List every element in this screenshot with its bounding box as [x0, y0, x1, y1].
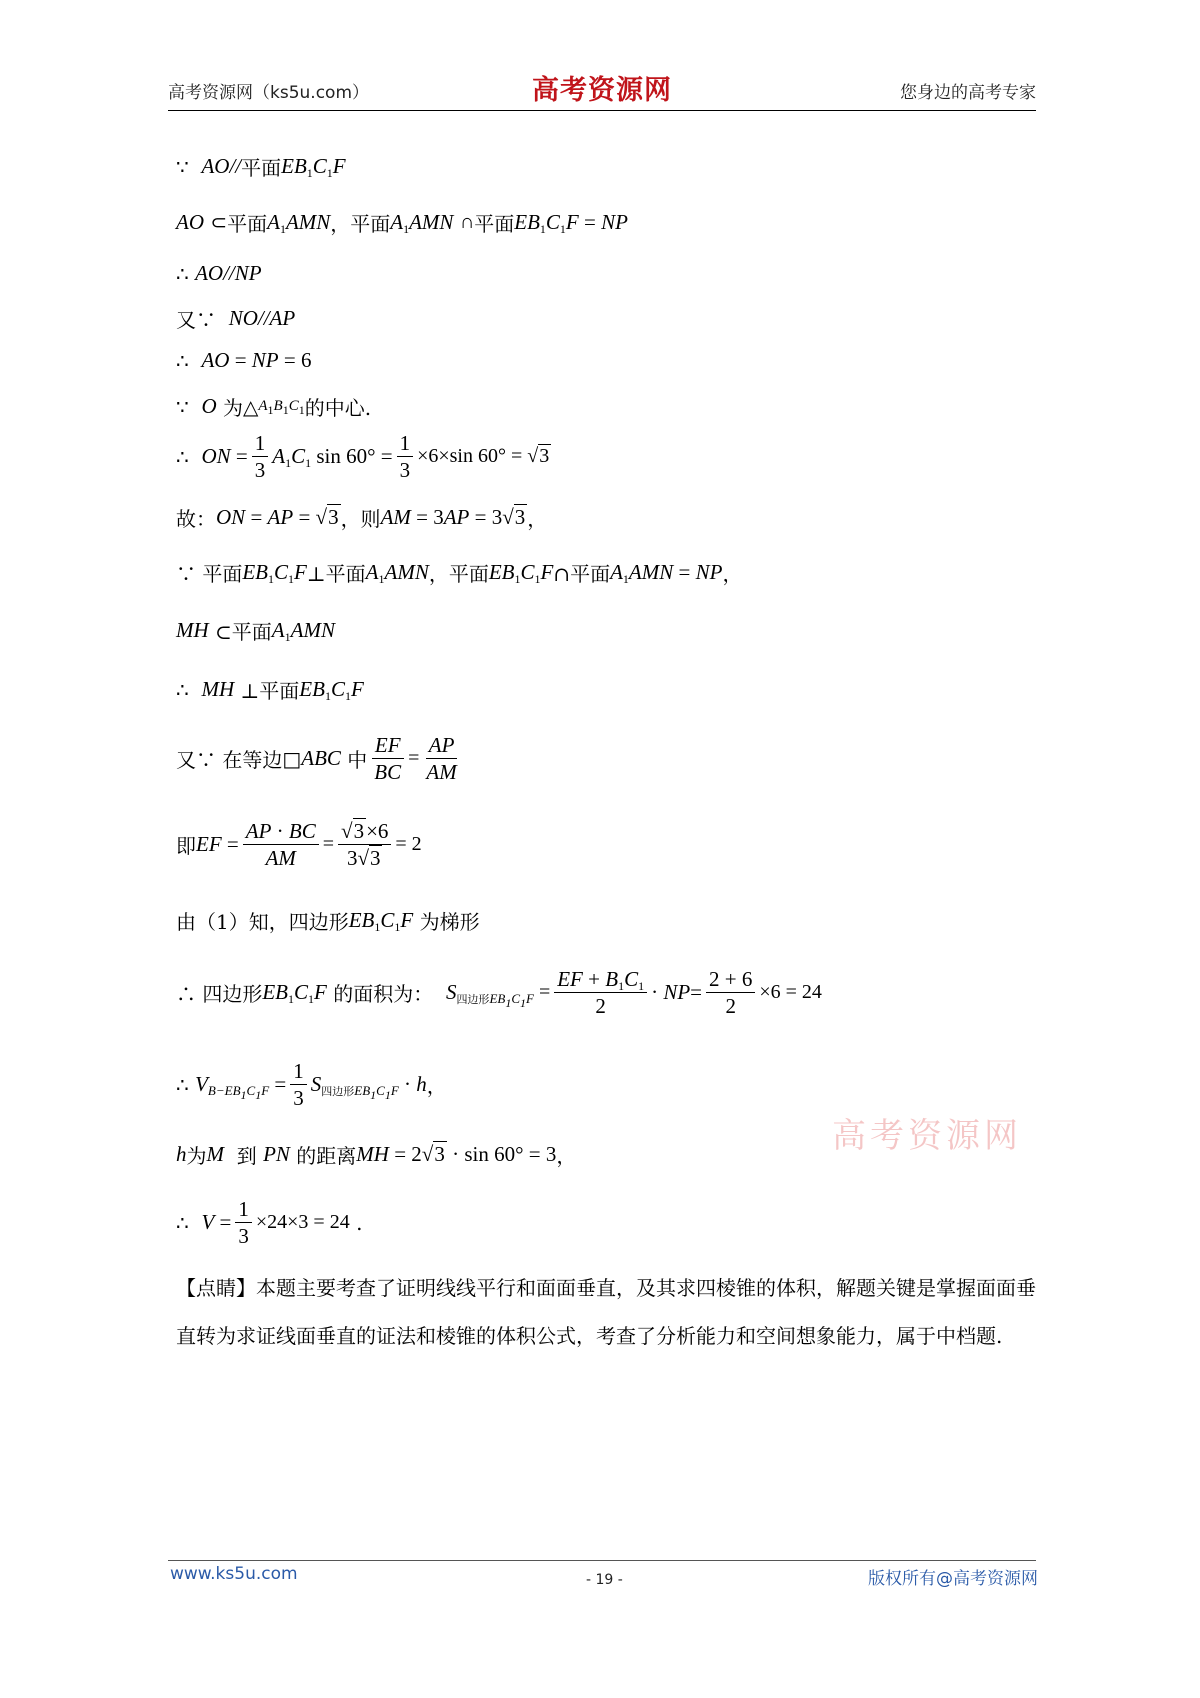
text-plane: 平面 — [350, 212, 391, 236]
header-left-text: 高考资源网（ks5u.com） — [168, 83, 370, 103]
math-expr: ×6×sin 60° = √3 — [417, 445, 550, 467]
period: . — [356, 1210, 363, 1235]
text-distance: 的距离 — [296, 1144, 357, 1168]
text-zhong: 中 — [347, 748, 368, 772]
comma: ， — [428, 562, 449, 586]
comma: ， — [426, 1074, 447, 1098]
comma: ， — [722, 562, 743, 586]
math-expr: $A_1AMN$ — [271, 618, 335, 644]
math-expr: $EB_1C_1F$ = NP — [514, 210, 628, 236]
text-cap-plane: ∩平面 — [553, 562, 611, 586]
comment-paragraph: 【点睛】本题主要考查了证明线线平行和面面垂直，及其求四棱锥的体积，解题关键是掌握面面垂直转为求证线面垂直的证法和棱锥的体积公式，考查了分析能力和空间想象能力，属于中档题. — [176, 1276, 1036, 1348]
math-expr: $S_{四边形EB_1C_1F}$ — [445, 980, 534, 1010]
text-wei: 为 — [222, 396, 243, 420]
footer-copyright: 版权所有@高考资源网 — [868, 1569, 1038, 1589]
therefore-symbol: ∴ — [176, 348, 189, 373]
text-area-is: 的面积为： — [333, 982, 434, 1006]
comma: ， — [330, 212, 351, 236]
math-expr: AO = NP = 6 — [201, 348, 312, 372]
math-expr: $A_1AMN$ = NP — [610, 560, 723, 586]
math-expr: NO//AP — [228, 306, 296, 330]
text-plane: 平面 — [241, 156, 282, 180]
footer-divider — [168, 1560, 1036, 1561]
math-expr: O — [201, 394, 217, 418]
fraction: $\frac{EF + B_1C_1}{2}$ — [554, 966, 647, 1019]
comma: ， — [556, 1144, 577, 1168]
math-expr: · NP= — [651, 980, 703, 1004]
because-symbol: ∵ — [176, 154, 189, 179]
proof-line-15: ∴ 四边形 $EB_1C_1F$ 的面积为： $S_{四边形EB_1C_1F}$ = $\frac{EF + B_1C_1}{2}$ · NP= $\frac{2 + 6}{2}$ ×6 = 24 — [176, 967, 822, 1018]
proof-line-9 — [176, 558, 742, 587]
therefore-symbol: ∴ — [176, 444, 189, 469]
math-expr: AO// — [201, 154, 242, 178]
math-expr: MH — [176, 618, 209, 642]
proof-line-4 — [176, 304, 295, 333]
proof-line-13: 即 EF = $\frac{AP \cdot BC}{AM}$ = $\frac{√3\times 6}{3√3}$ = 2 — [176, 819, 422, 870]
fraction: $\frac{1}{3}$ — [252, 430, 269, 483]
therefore-symbol: ∴ — [176, 261, 189, 286]
because-symbol: ∵ — [176, 394, 189, 419]
fraction: $\frac{AP}{AM}$ — [426, 733, 457, 784]
math-expr: $EB_1C_1F$ — [488, 560, 554, 586]
text-because-plane: ∵ 平面 — [176, 562, 243, 586]
proof-line-3 — [176, 261, 262, 286]
proof-line-2: AO ⊂ 平面 $A_1AMN$ ， 平面 $A_1AMN$ ∩ 平面 $EB_1C_1F$ = NP — [176, 210, 628, 236]
missing-glyph-box: □ — [282, 746, 302, 771]
text-plane: 平面 — [448, 562, 489, 586]
math-expr: $EB_1C_1F$ — [281, 154, 346, 180]
text-wei: 为 — [186, 1144, 207, 1168]
fraction: $\frac{2 + 6}{2}$ — [706, 966, 755, 1019]
math-expr: V = — [201, 1210, 232, 1234]
text-perp-plane: ⊥平面 — [240, 679, 300, 703]
text-equilateral: 又∵ 在等边 — [176, 748, 283, 772]
header-divider — [168, 110, 1036, 111]
text-perp-plane: ⊥平面 — [306, 562, 366, 586]
math-expr: M — [206, 1142, 224, 1166]
text-trapezoid: 为梯形 — [419, 910, 480, 934]
math-expr: ON = — [201, 444, 248, 468]
proof-line-12: 又∵ 在等边 □ ABC 中 $\frac{EF}{BC}$ = $\frac{AP}{AM}$ — [176, 732, 464, 785]
proof-line-1 — [176, 152, 346, 181]
fraction: $\frac{1}{3}$ — [397, 430, 414, 483]
math-expr: $EB_1C_1F$ — [262, 980, 327, 1006]
therefore-symbol: ∴ — [176, 1210, 189, 1235]
page-number: - 19 - — [586, 1572, 623, 1588]
proof-line-11 — [176, 675, 364, 704]
text-ji: 即 — [176, 834, 196, 858]
text-therefore: 故： — [176, 507, 216, 531]
proof-line-5 — [176, 348, 311, 373]
fraction: $\frac{1}{3}$ — [290, 1058, 307, 1111]
therefore-symbol: ∴ — [176, 677, 189, 702]
subscript-text: 四边形 — [456, 993, 490, 1006]
proof-line-14 — [176, 906, 480, 935]
text-to: 到 — [236, 1144, 257, 1168]
math-expr: $A_1AMN$ — [390, 210, 454, 236]
text-plane: 平面 — [227, 212, 268, 236]
math-expr: $A_1B_1C_1$ — [258, 398, 305, 417]
math-expr: $EB_1C_1F$ — [242, 560, 307, 586]
proof-line-7 — [176, 430, 551, 483]
math-expr: ABC — [301, 746, 341, 770]
subscript-text: 四边形 — [321, 1085, 355, 1098]
fraction: $\frac{EF}{BC}$ — [371, 732, 404, 785]
math-expr: h — [176, 1142, 187, 1166]
footer-site-link[interactable]: www.ks5u.com — [170, 1564, 298, 1584]
math-expr: MH = 2√3 · sin 60° = 3 — [356, 1142, 557, 1166]
proof-line-16 — [176, 1058, 447, 1111]
math-expr: $EB_1C_1F$ — [348, 908, 414, 934]
triangle-symbol: △ — [242, 394, 259, 419]
proof-line-17 — [176, 1140, 576, 1169]
math-expr: $EB_1C_1F$ — [299, 677, 364, 703]
math-expr: ON = AP = √3 — [216, 505, 339, 529]
text-quadrilateral: 由（1）知，四边形 — [176, 910, 349, 934]
math-expr: MH — [201, 677, 235, 701]
math-expr: $V_{B-EB_1C_1F}$ = — [195, 1072, 287, 1102]
proof-line-18: ∴ V = $\frac{1}{3}$ ×24×3 = 24 . — [176, 1197, 363, 1248]
fraction: $\frac{1}{3}$ — [235, 1196, 252, 1249]
text-subset-plane: ⊂平面 — [215, 620, 272, 644]
therefore-symbol: ∴ — [176, 1072, 189, 1097]
watermark: 高考资源网 — [832, 1116, 1022, 1156]
fraction: $\frac{√3\times 6}{3√3}$ — [338, 818, 391, 871]
math-expr: PN — [263, 1142, 290, 1166]
site-logo: 高考资源网 — [532, 75, 672, 106]
math-expr: $A_1AMN$ — [365, 560, 429, 586]
text-center: 的中心. — [304, 396, 372, 420]
math-expr: AO — [176, 210, 204, 234]
comma: ， — [527, 507, 548, 531]
proof-line-6 — [176, 392, 371, 421]
header-right-text: 您身边的高考专家 — [900, 83, 1036, 103]
math-expr: AO//NP — [195, 261, 262, 285]
math-expr: $S_{四边形EB_1C_1F} \cdot h$ — [310, 1072, 427, 1102]
proof-line-8 — [176, 503, 547, 532]
fraction: $\frac{AP \cdot BC}{AM}$ — [243, 818, 319, 871]
math-expr: $A_1AMN$ — [267, 210, 331, 236]
text-plane: 平面 — [474, 212, 515, 236]
because-symbol: 又∵ — [176, 308, 216, 332]
proof-line-10 — [176, 616, 335, 645]
math-expr: $A_1C_1$ sin 60° = — [272, 444, 393, 470]
math-expr: AM = 3AP = 3√3 — [380, 505, 526, 529]
text-then: ，则 — [340, 507, 381, 531]
math-expr: EF = — [196, 832, 239, 856]
text-quadrilateral: ∴ 四边形 — [176, 982, 263, 1006]
